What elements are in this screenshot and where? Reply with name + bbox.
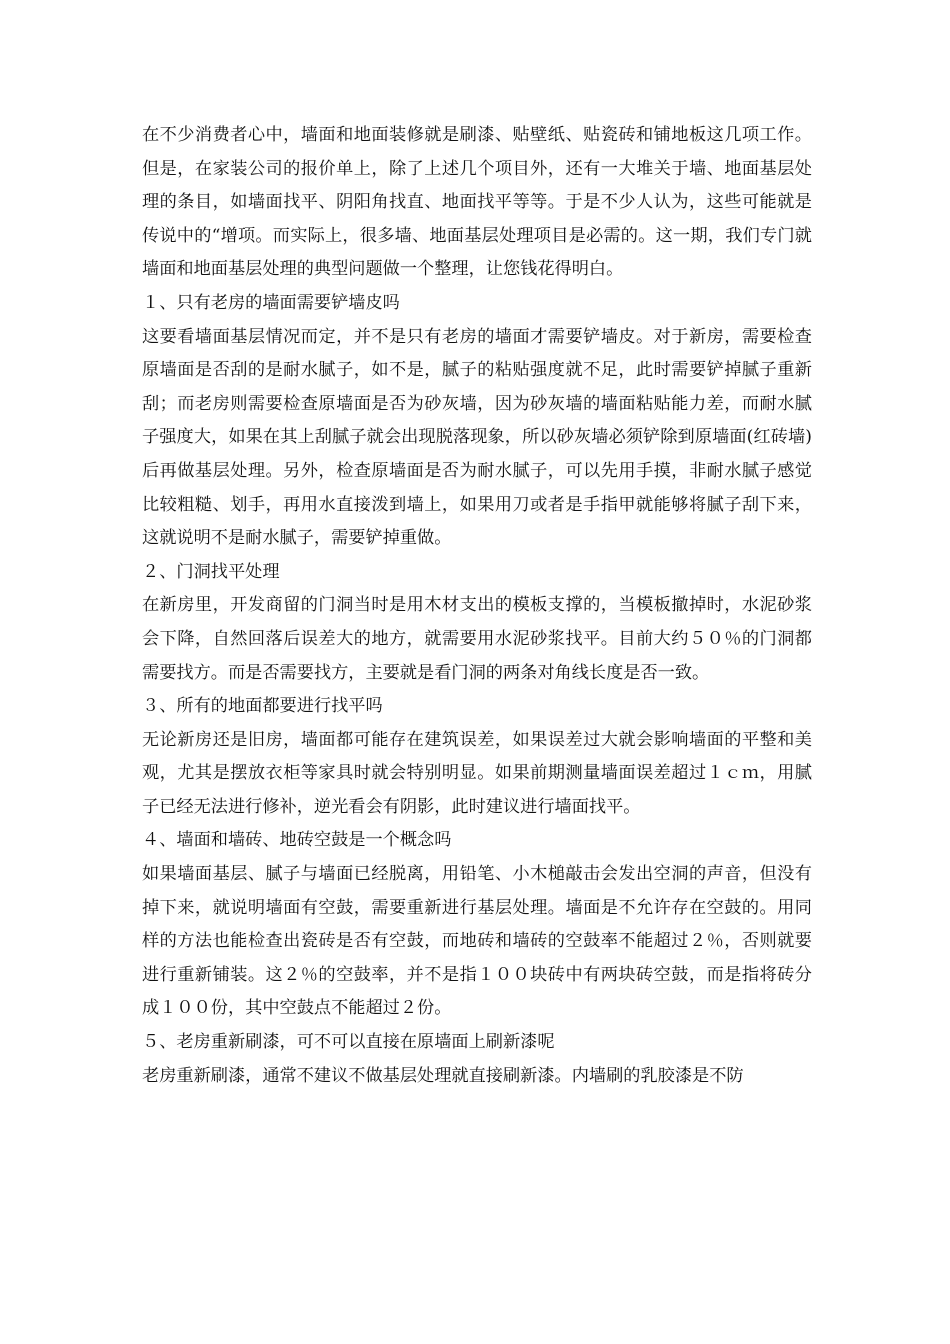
section-heading-5: ５、老房重新刷漆，可不可以直接在原墙面上刷新漆呢 — [142, 1032, 555, 1053]
section-paragraph-2: 在新房里，开发商留的门洞当时是用木材支出的模板支撑的，当模板撤掉时，水泥砂浆会下降，自然回落后误差大的地方，就需要用水泥砂浆找平。目前大约５０％的门洞都需要找方。而是否需要找方，主要就是看门洞的两条对角线长度是否一致。 — [142, 595, 812, 683]
section-heading-1: １、只有老房的墙面需要铲墙皮吗 — [142, 292, 400, 313]
section-paragraph-4: 如果墙面基层、腻子与墙面已经脱离，用铅笔、小木槌敲击会发出空洞的声音，但没有掉下来，就说明墙面有空鼓，需要重新进行基层处理。墙面是不允许存在空鼓的。用同样的方法也能检查出瓷砖是否有空鼓，而地砖和墙砖的空鼓率不能超过２％，否则就要进行重新铺装。这２％的空鼓率，并不是指１００块砖中有两块砖空鼓，而是指将砖分成１００份，其中空鼓点不能超过２份。 — [142, 864, 812, 1019]
section-paragraph-5: 老房重新刷漆，通常不建议不做基层处理就直接刷新漆。内墙刷的乳胶漆是不防 — [142, 1065, 744, 1086]
section-paragraph-1: 这要看墙面基层情况而定，并不是只有老房的墙面才需要铲墙皮。对于新房，需要检查原墙面是否刮的是耐水腻子，如不是，腻子的粘贴强度就不足，此时需要铲掉腻子重新刮；而老房则需要检查原墙面是否为砂灰墙，因为砂灰墙的墙面粘贴能力差，而耐水腻子强度大，如果在其上刮腻子就会出现脱落现象，所以砂灰墙必须铲除到原墙面(红砖墙)后再做基层处理。另外，检查原墙面是否为耐水腻子，可以先用手摸，非耐水腻子感觉比较粗糙、划手，再用水直接泼到墙上，如果用刀或者是手指甲就能够将腻子刮下来，这就说明不是耐水腻子，需要铲掉重做。 — [142, 326, 812, 549]
section-heading-2: ２、门洞找平处理 — [142, 561, 280, 582]
intro-paragraph: 在不少消费者心中，墙面和地面装修就是刷漆、贴壁纸、贴瓷砖和铺地板这几项工作。但是，在家装公司的报价单上，除了上述几个项目外，还有一大堆关于墙、地面基层处理的条目，如墙面找平、阴阳角找直、地面找平等等。于是不少人认为，这些可能就是传说中的“增项。而实际上，很多墙、地面基层处理项目是必需的。这一期，我们专门就墙面和地面基层处理的典型问题做一个整理，让您钱花得明白。 — [142, 125, 812, 280]
document-body — [142, 119, 812, 1093]
section-paragraph-3: 无论新房还是旧房，墙面都可能存在建筑误差，如果误差过大就会影响墙面的平整和美观，尤其是摆放衣柜等家具时就会特别明显。如果前期测量墙面误差超过１ｃｍ，用腻子已经无法进行修补，逆光看会有阴影，此时建议进行墙面找平。 — [142, 729, 812, 817]
section-heading-4: ４、墙面和墙砖、地砖空鼓是一个概念吗 — [142, 830, 452, 851]
section-heading-3: ３、所有的地面都要进行找平吗 — [142, 696, 383, 717]
